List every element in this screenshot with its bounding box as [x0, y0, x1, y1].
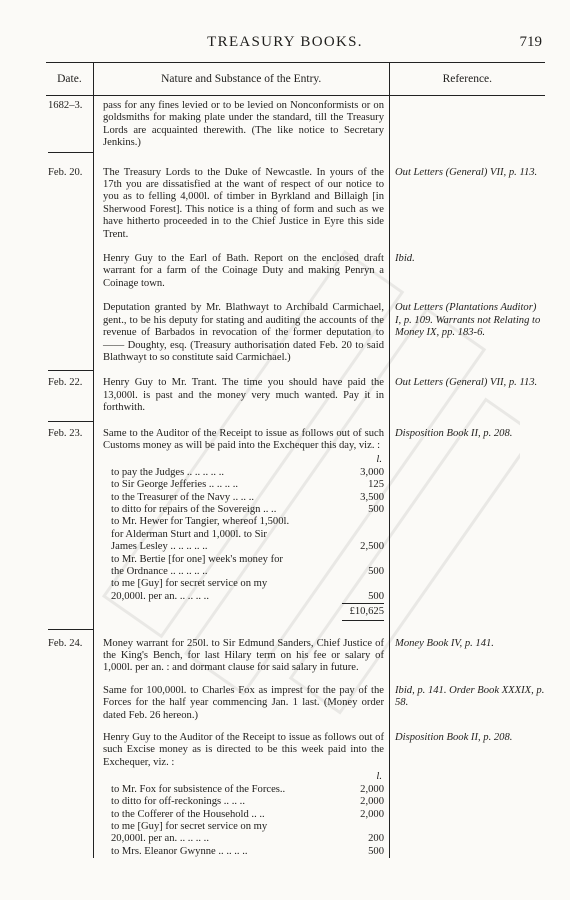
issue-item-label: to Mrs. Eleanor Gwynne .. .. .. .. — [111, 845, 248, 857]
issue-item-label: to the Treasurer of the Navy .. .. .. — [111, 491, 254, 503]
issue-item-amount: 500 — [368, 503, 384, 515]
issue-item-label: to me [Guy] for secret service on my — [111, 820, 268, 832]
issue-item — [103, 796, 384, 808]
issue-item-amount: 500 — [368, 566, 384, 577]
issue-item-label: 20,000l. per an. .. .. .. .. — [111, 833, 209, 845]
entries-table — [46, 62, 545, 858]
entry-date: Feb. 20. — [48, 166, 83, 178]
entry-text: Henry Guy to Mr. Trant. The time you should have paid the 13,000l. is past and the money very much wanted. Pay it in forthwith. — [103, 377, 384, 414]
issue-item-amount — [344, 516, 384, 528]
entry-reference: Ibid. — [395, 253, 415, 265]
entry-date: Feb. 23. — [48, 427, 83, 439]
entry-row — [46, 675, 545, 722]
entry-date: Feb. 24. — [48, 637, 83, 649]
issue-item-amount — [344, 578, 384, 590]
entry-text: Money warrant for 250l. to Sir Edmund Sanders, Chief Justice of the King's Bench, for last Hilary term on his fee or salary of 1,000l. per an. : and dormant clause for said salary in future. — [103, 637, 384, 674]
issue-item-label: to ditto for repairs of the Sovereign .. .. — [111, 503, 277, 515]
issue-item-label: to Sir George Jefferies .. .. .. .. — [111, 479, 239, 491]
issue-list — [103, 771, 384, 858]
date-column-header: Date. — [57, 73, 82, 85]
issue-item — [103, 479, 384, 491]
entry-reference: Out Letters (General) VII, p. 113. — [395, 377, 538, 389]
nature-column-header: Nature and Substance of the Entry. — [93, 63, 390, 95]
entry-text: Deputation granted by Mr. Blathwayt to Archibald Carmichael, gent., to be his deputy for stating and auditing the accounts of the revenue of Barbados in revocation of the former deputation to —— Doughty, esq. (Treasury authorisation dated Feb. 20 to said Blathwayt to so constitute said Carmichael.) — [103, 302, 384, 363]
entry-text: Henry Guy to the Auditor of the Receipt to issue as follows out of such Excise money as is directed to be this week paid into the Exchequer, viz. : — [103, 732, 384, 768]
entry-row — [46, 371, 545, 414]
issue-item-label: to Mr. Hewer for Tangier, whereof 1,500l. — [111, 516, 290, 528]
entry-text: Same for 100,000l. to Charles Fox as imprest for the pay of the Forces for the half year commencing Jan. 1 last. (Money order dated Feb. 26 hereon.) — [103, 684, 384, 721]
entry-text: pass for any fines levied or to be levied on Nonconformists or on goldsmiths for making plate under the standard, till the Treasury Lords are acquainted therewith. (The like notice to Secretary Jenkins.) — [103, 100, 384, 149]
entry-reference — [389, 100, 545, 150]
page-header — [0, 34, 570, 54]
issue-item — [103, 554, 384, 566]
issue-item-label: James Lesley .. .. .. .. .. — [111, 541, 208, 553]
issue-item-amount: 3,500 — [360, 491, 384, 503]
entry-row — [46, 422, 545, 621]
running-title: TREASURY BOOKS. — [207, 34, 363, 50]
entry-text: Same to the Auditor of the Receipt to issue as follows out of such Customs money as will be paid into the Exchequer this day, viz. : — [103, 427, 384, 451]
issue-item — [103, 516, 384, 528]
issue-item-amount: 125 — [368, 479, 384, 491]
column-headers — [46, 62, 545, 96]
issue-total — [103, 603, 384, 620]
entry-row — [46, 153, 545, 241]
entry-reference: Money Book IV, p. 141. — [395, 637, 494, 649]
issue-item-amount: 3,000 — [360, 466, 384, 478]
page-number: 719 — [519, 34, 542, 50]
entry-date: 1682–3. — [48, 100, 83, 111]
entry-reference: Out Letters (General) VII, p. 113. — [395, 166, 538, 178]
entry-reference: Disposition Book II, p. 208. — [395, 732, 513, 744]
issue-item — [103, 591, 384, 603]
currency-unit: l. — [376, 771, 382, 783]
issue-item — [103, 504, 384, 516]
issue-total-amount: £10,625 — [342, 603, 384, 620]
issue-item-amount: 2,000 — [360, 808, 384, 820]
issue-item — [103, 809, 384, 821]
issue-item — [103, 578, 384, 590]
issue-item — [103, 566, 384, 578]
entries-body — [46, 96, 545, 858]
entry-row — [46, 630, 545, 675]
issue-item-label: to me [Guy] for secret service on my — [111, 578, 268, 590]
entry-text: Henry Guy to the Earl of Bath. Report on the enclosed draft warrant for a farm of the Coinage Duty and making Penryn a Coinage town. — [103, 253, 384, 289]
issue-item-label: to Mr. Bertie [for one] week's money for — [111, 553, 283, 565]
issue-item-amount: 500 — [368, 845, 384, 857]
issue-item-amount — [344, 554, 384, 566]
entry-reference: Out Letters (Plantations Auditor) I, p. 109. Warrants not Relating to Money IX, pp. 183-6. — [395, 302, 541, 339]
column-divider — [93, 96, 94, 858]
issue-item-amount: 500 — [368, 590, 384, 602]
issue-item — [103, 492, 384, 504]
issue-item-label: the Ordnance .. .. .. .. .. — [111, 566, 208, 577]
issue-item-amount: 2,000 — [360, 796, 384, 808]
currency-unit: l. — [376, 454, 382, 466]
entry-row — [46, 241, 545, 290]
issue-item — [103, 833, 384, 845]
issue-item-amount: 2,000 — [360, 783, 384, 795]
entry-reference: Ibid, p. 141. Order Book XXXIX, p. 58. — [395, 684, 545, 709]
issue-item-amount — [344, 529, 384, 541]
issue-item-label: to Mr. Fox for subsistence of the Forces.. — [111, 783, 286, 795]
issue-item-amount — [344, 821, 384, 833]
issue-item — [103, 846, 384, 858]
issue-item — [103, 529, 384, 541]
issue-item-label: to ditto for off-reckonings .. .. .. — [111, 796, 245, 808]
issue-item — [103, 784, 384, 796]
reference-column-header: Reference. — [442, 73, 493, 85]
entry-row — [46, 722, 545, 858]
issue-item — [103, 467, 384, 479]
issue-item-label: for Alderman Sturt and 1,000l. to Sir — [111, 528, 267, 540]
column-divider — [389, 96, 390, 858]
issue-item-label: to the Cofferer of the Household .. .. — [111, 808, 265, 820]
issue-item — [103, 541, 384, 553]
issue-item-label: 20,000l. per an. .. .. .. .. — [111, 590, 209, 602]
entry-text: The Treasury Lords to the Duke of Newcastle. In yours of the 17th you are dissatisfied at the want of respect of our notice to you as to felling 4,000l. of timber in Byrkland and Billaigh [in Sherwood Forest]. This notice is a thing of form and such as we have hitherto proceeded in to the Chief Justice in Eyre this side Trent. — [103, 166, 384, 240]
entry-reference: Disposition Book II, p. 208. — [395, 427, 513, 439]
entry-row — [46, 290, 545, 364]
entry-row — [46, 96, 545, 150]
issue-item-label: to pay the Judges .. .. .. .. .. — [111, 466, 224, 478]
issue-item — [103, 821, 384, 833]
entry-date: Feb. 22. — [48, 377, 83, 389]
issue-item-amount: 200 — [368, 833, 384, 845]
issue-item-amount: 2,500 — [360, 541, 384, 553]
issue-list — [103, 454, 384, 620]
